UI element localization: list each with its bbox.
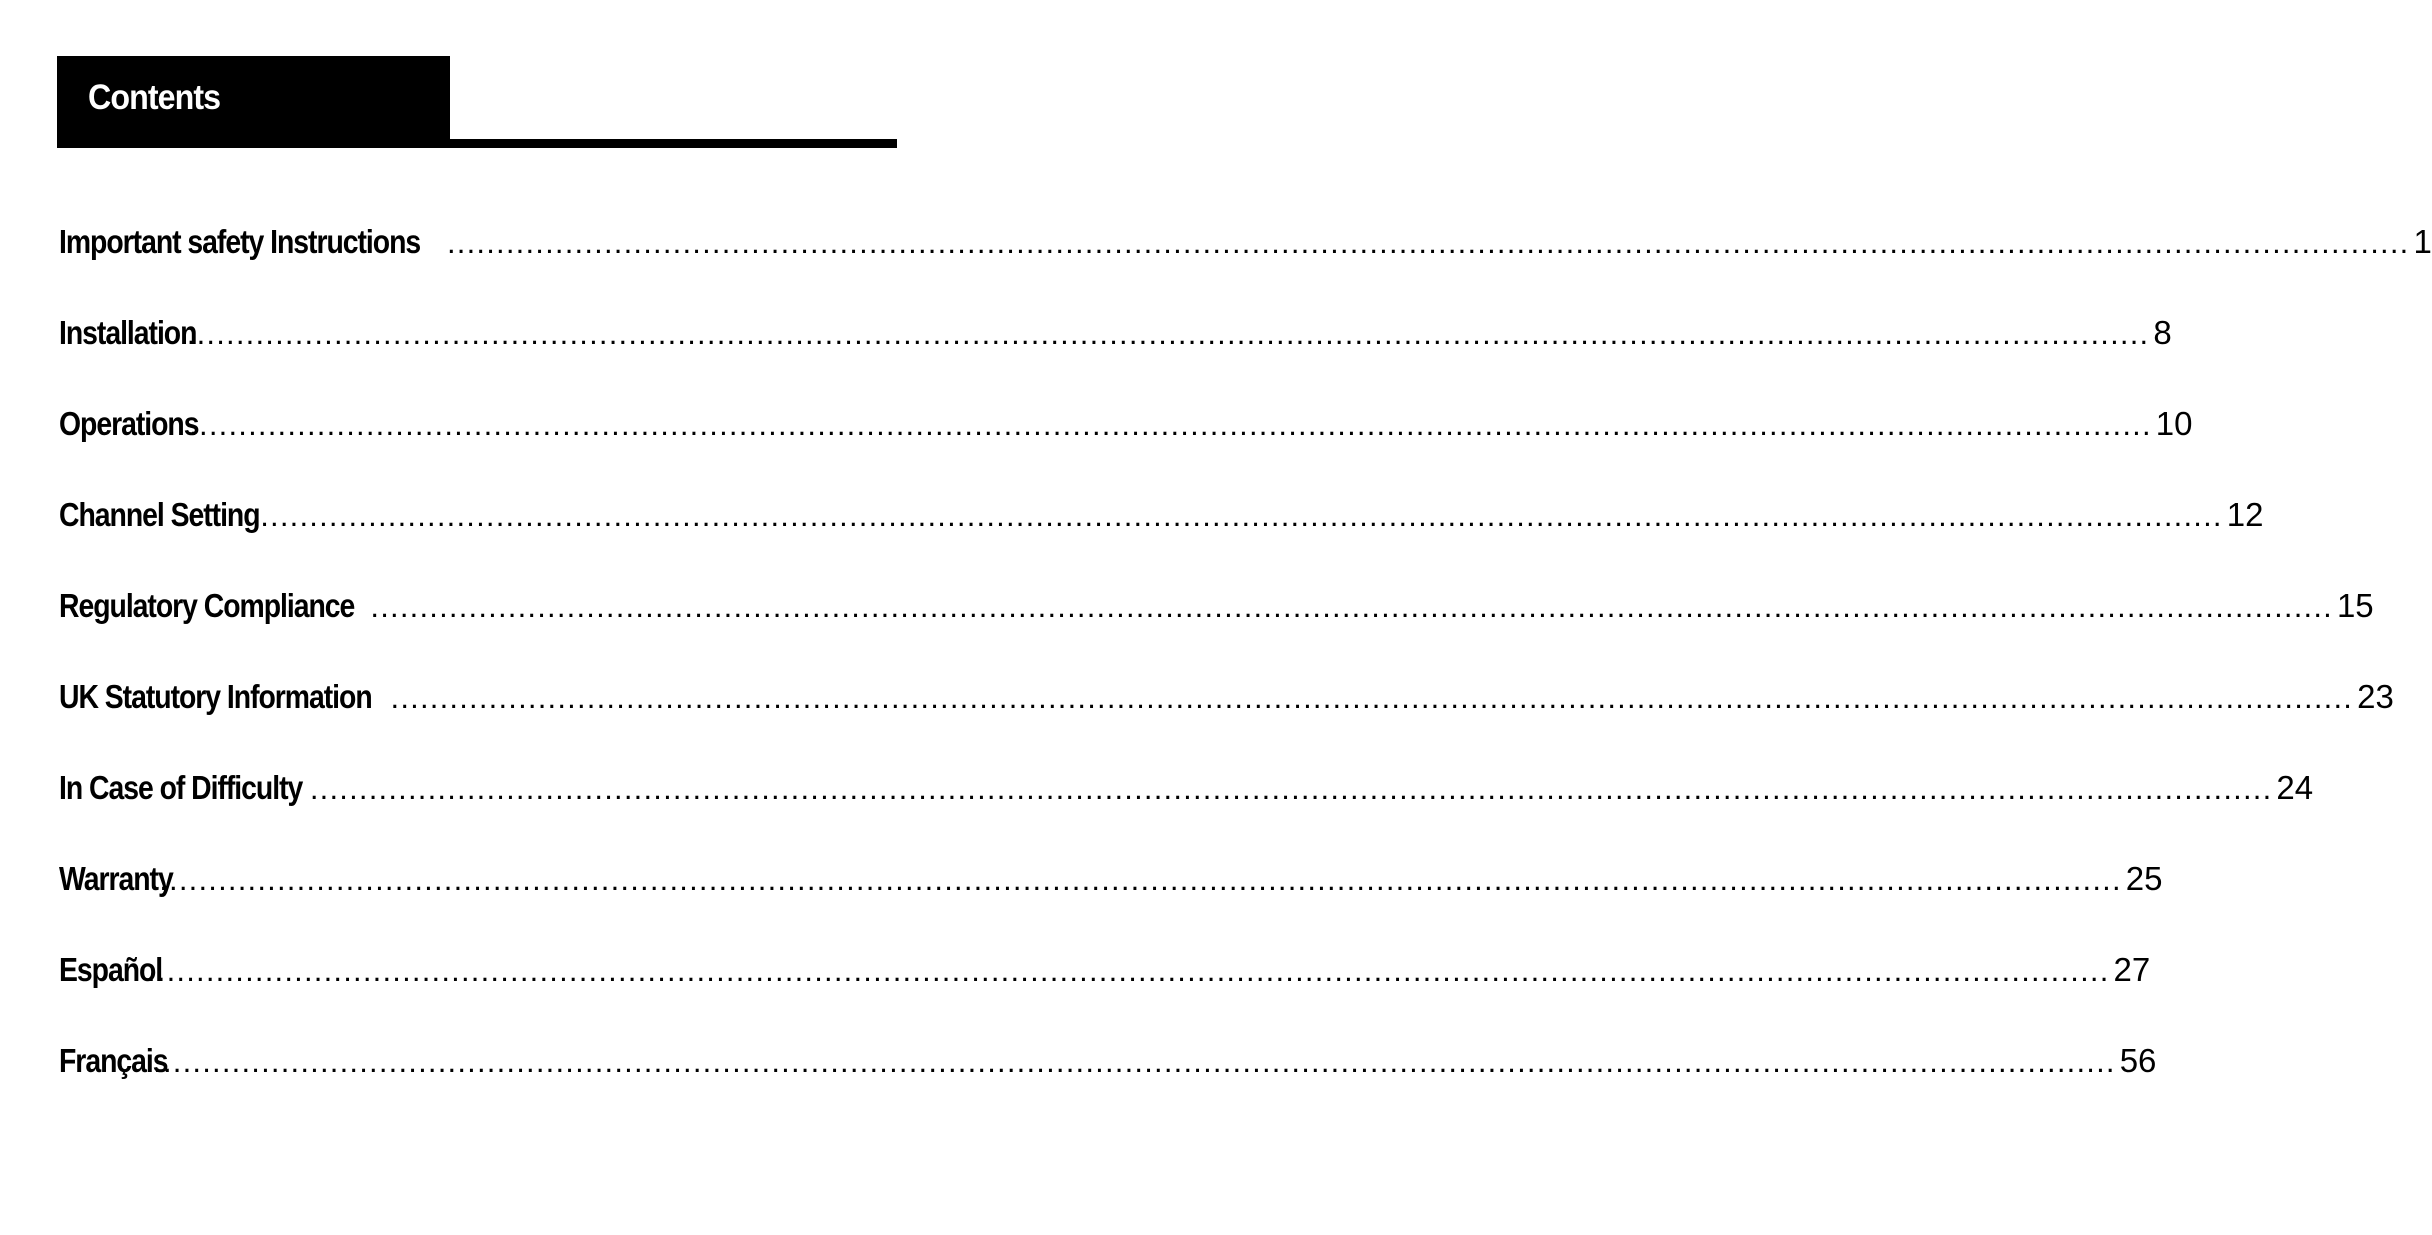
- toc-entry-uk-statutory-information[interactable]: [59, 673, 2394, 764]
- toc-entry-page: 23: [2357, 678, 2394, 715]
- dot-leader: ........................................................................................................................................................................................................: [309, 771, 2273, 806]
- toc-entry-title: Installation: [59, 314, 197, 351]
- dot-leader: ........................................................................................................................................................................................................: [260, 498, 2223, 533]
- toc-entry-title: Warranty: [59, 860, 173, 897]
- dot-leader: ........................................................................................................................................................................................................: [390, 680, 2354, 715]
- page-title: Contents: [88, 78, 221, 117]
- toc-entry-warranty[interactable]: [59, 855, 2163, 946]
- toc-entry-francais[interactable]: [59, 1037, 2157, 1128]
- toc-entry-espanol[interactable]: [59, 946, 2151, 1037]
- toc-entry-page: 15: [2336, 587, 2374, 624]
- toc-entry-page: 24: [2276, 769, 2314, 806]
- toc-entry-title: Español: [59, 951, 163, 988]
- toc-entry-page: 12: [2226, 496, 2264, 533]
- toc-entry-page: 56: [2119, 1042, 2157, 1079]
- toc-entry-title: In Case of Difficulty: [59, 769, 303, 806]
- toc-entry-regulatory-compliance[interactable]: [59, 582, 2374, 673]
- toc-entry-page: 10: [2155, 405, 2193, 442]
- toc-entry-installation[interactable]: [59, 309, 2172, 400]
- toc-entry-page: 27: [2113, 951, 2151, 988]
- table-of-contents: [59, 218, 2432, 1128]
- toc-entry-operations[interactable]: [59, 400, 2193, 491]
- dot-leader: ........................................................................................................................................................................................................: [186, 316, 2150, 351]
- toc-entry-important-safety-instructions[interactable]: [59, 218, 2432, 309]
- toc-entry-title: Regulatory Compliance: [59, 587, 355, 624]
- toc-entry-page: 8: [2153, 314, 2172, 351]
- toc-entry-title: Important safety Instructions: [59, 223, 421, 260]
- dot-leader: ........................................................................................................................................................................................................: [446, 225, 2410, 260]
- toc-entry-title: Channel Setting: [59, 496, 260, 533]
- toc-entry-page: 25: [2125, 860, 2163, 897]
- toc-entry-title: UK Statutory Information: [59, 678, 372, 715]
- dot-leader: ........................................................................................................................................................................................................: [146, 953, 2110, 988]
- toc-entry-channel-setting[interactable]: [59, 491, 2264, 582]
- dot-leader: ........................................................................................................................................................................................................: [153, 1044, 2116, 1079]
- dot-leader: ........................................................................................................................................................................................................: [370, 589, 2333, 624]
- toc-entry-title: Operations: [59, 405, 199, 442]
- toc-entry-in-case-of-difficulty[interactable]: [59, 764, 2314, 855]
- dot-leader: ........................................................................................................................................................................................................: [159, 862, 2122, 897]
- toc-entry-page: 1: [2413, 223, 2432, 260]
- header-rule: [57, 139, 897, 148]
- toc-entry-title: Français: [59, 1042, 168, 1079]
- dot-leader: ........................................................................................................................................................................................................: [189, 407, 2152, 442]
